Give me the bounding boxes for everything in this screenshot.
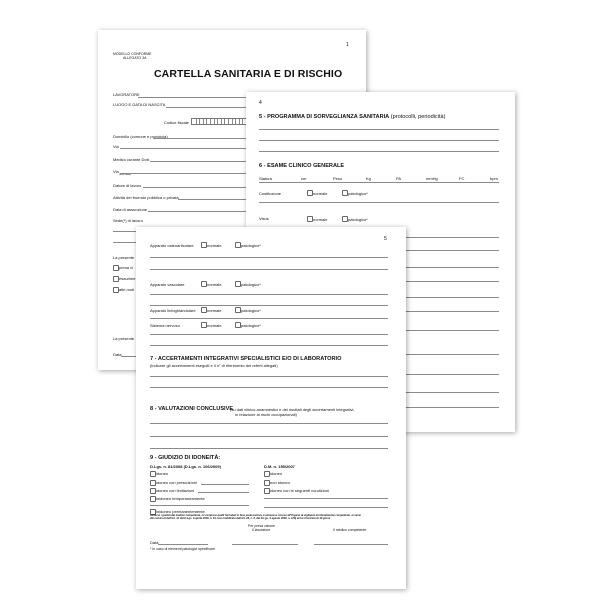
field-line[interactable] [121, 356, 137, 357]
unit-mmhg: mmHg [426, 176, 438, 181]
label-sede: Sede(*) di lavoro [113, 218, 143, 223]
page-number: 5 [384, 236, 387, 242]
field-line[interactable] [150, 387, 388, 388]
section-8-title: 8 - VALUTAZIONI CONCLUSIVE [150, 406, 234, 412]
field-line[interactable] [264, 498, 388, 499]
model-line-1: MODELLO CONFORME [113, 52, 152, 56]
label-apparato-osteoarticolare: Apparato osteoarticolare [150, 243, 194, 248]
label-apparato-vascolare: Apparato vascolare [150, 282, 185, 287]
field-line[interactable] [120, 148, 250, 149]
firma-medico-label: Il medico competente [333, 528, 367, 532]
field-line[interactable] [259, 182, 499, 183]
label-prima: prima vi [119, 265, 134, 270]
field-line[interactable] [113, 242, 138, 243]
label-normale: normale [207, 243, 222, 248]
column-2-heading: D.M. n. 155/2007 [264, 464, 295, 469]
document-title: CARTELLA SANITARIA E DI RISCHIO [154, 68, 343, 80]
field-line[interactable] [259, 140, 499, 141]
note-via-2: (solo data) [119, 173, 131, 176]
field-line[interactable] [166, 107, 250, 108]
field-line[interactable] [153, 138, 250, 139]
unit-kg: Kg [366, 176, 371, 181]
field-line[interactable] [406, 392, 499, 393]
column-1-heading: D.Lgs. n. 81/2008 (D.Lgs. n. 106/2009) [150, 464, 221, 469]
field-line[interactable] [150, 294, 388, 295]
page-number: 4 [259, 100, 262, 106]
label-lavoratore: LAVORATORE [113, 92, 140, 97]
field-line[interactable] [150, 448, 388, 449]
label-patologico: patologico* [241, 323, 261, 328]
field-line[interactable] [264, 507, 388, 508]
label-via-2: Via [113, 169, 119, 174]
field-line[interactable] [150, 376, 388, 377]
field-line[interactable] [150, 269, 388, 270]
field-line[interactable] [150, 161, 250, 162]
label-altri: altri moti [119, 287, 135, 292]
label-presente: La presente [113, 255, 135, 260]
label-peso: Peso [333, 176, 343, 181]
label-via: Via [113, 144, 119, 149]
field-line[interactable] [148, 211, 250, 212]
field-line[interactable] [150, 505, 249, 506]
label-normale: normale [207, 282, 222, 287]
label-statura: Statura [259, 176, 272, 181]
section-8-note-2: in relazione ai rischi occupazionali) [235, 412, 297, 417]
field-line[interactable] [259, 151, 499, 152]
label-luogo-data-nascita: LUOGO E DATA DI NASCITA [113, 102, 166, 107]
label-normale: normale [313, 217, 328, 222]
field-line[interactable] [138, 97, 250, 98]
field-line[interactable] [178, 199, 250, 200]
label-idoneo-limitazioni: idoneo con limitazioni [156, 488, 195, 493]
label-inidoneo-temporaneamente: inidoneo temporaneamente [156, 496, 205, 501]
label-pa: PA [396, 176, 402, 181]
codice-fiscale-boxes[interactable] [191, 118, 247, 125]
field-line[interactable] [150, 334, 388, 335]
field-line[interactable] [150, 318, 388, 319]
label-data: Data [150, 540, 159, 545]
label-patologico: patologico* [348, 191, 368, 196]
signature-medico-line[interactable] [314, 544, 388, 545]
label-patologico: patologico* [241, 243, 261, 248]
section-7-title: 7 - ACCERTAMENTI INTEGRATIVI SPECIALISTICI E/O DI LABORATORIO [150, 356, 342, 362]
field-line[interactable] [259, 202, 499, 203]
unit-bpm: bpm [490, 176, 498, 181]
field-line[interactable] [406, 281, 499, 282]
unit-cm: cm [301, 176, 307, 181]
field-line[interactable] [120, 173, 250, 174]
page-number: 1 [346, 42, 349, 48]
section-7-subtitle: (indicare gli accertamenti eseguiti e il n° di riferimento dei referti allegati) [150, 363, 278, 368]
field-line[interactable] [406, 237, 499, 238]
label-dm-idoneo-condizioni: idoneo con le seguenti condizioni [270, 488, 329, 493]
label-inidoneo-permanentemente: inidoneo permanentemente [156, 509, 205, 514]
field-line[interactable] [406, 330, 499, 331]
field-line[interactable] [150, 423, 388, 424]
firma-lavoratore-label-2: Il lavoratore [252, 528, 271, 532]
label-sistema-nervoso: Sistema nervoso [150, 323, 180, 328]
label-dm-idoneo: idoneo [270, 471, 283, 476]
label-datore: Datore di lavoro [113, 183, 142, 188]
section-5-title: 5 - PROGRAMMA DI SORVEGLIANZA SANITARIA (protocolli, periodicità) [259, 114, 446, 120]
field-line[interactable] [113, 231, 138, 232]
date-field-line[interactable] [158, 544, 208, 545]
section-8-note-1: (su dati clinico-anamnestici e dei risultati degli accertamenti integrativi, [230, 407, 355, 412]
label-normale: normale [207, 323, 222, 328]
field-line[interactable] [143, 187, 250, 188]
label-patologico: patologico* [241, 282, 261, 287]
label-attivita: Attività del fruendo pubblica o privata [113, 195, 179, 200]
label-normale: normale [207, 308, 222, 313]
label-patologico: patologico* [241, 308, 261, 313]
label-dm-non-idoneo: non idoneo [270, 480, 290, 485]
label-medico-curante: Medico curante Dott. [113, 157, 150, 162]
label-apparato-linfoghiandolare: Apparato linfoghiandolare [150, 308, 196, 313]
label-domicilio: Domicilio (comune e provincia) [113, 134, 168, 139]
field-line[interactable] [150, 257, 388, 258]
label-normale: normale [313, 191, 328, 196]
field-line[interactable] [406, 311, 499, 312]
signature-lavoratore-line[interactable] [232, 544, 298, 545]
label-fc: FC [459, 176, 465, 181]
label-data-assunzione: Data di assunzione [113, 207, 148, 212]
field-line[interactable] [406, 267, 499, 268]
field-line[interactable] [406, 407, 499, 408]
field-line[interactable] [150, 305, 388, 306]
sheet-page-5 [136, 227, 406, 589]
label-idoneo-prescrizioni: idoneo con prescrizioni [156, 480, 197, 485]
label-presente-2: La presente [113, 336, 135, 341]
label-idoneo: idoneo [156, 471, 169, 476]
model-line-2: ALLEGATO 3A [123, 56, 147, 60]
label-visus: Visus [259, 216, 269, 221]
footnote: * In caso di elementi patologici specificare. [150, 547, 216, 551]
label-data: Data [113, 352, 122, 357]
label-codice-fiscale: Codice fiscale [164, 120, 189, 125]
section-9-title: 9 - GIUDIZIO DI IDONEITÀ: [150, 455, 221, 461]
label-patologico: patologico* [348, 217, 368, 222]
legal-notice: Avverso i giudizi del medico competente, ivi compresi quelli formulati in fase preassuntiva, è ammesso ricorso all'Organo di vigilanza territorialmente competente, ai sensi del comma 9 dell'art. 41 del D.Lgs. 9 aprile 2008, n. 81 così modificato dall'art. 26, c. 6, del D.Lgs. 3 agosto 2009, n. 106) entro il termine di 30 giorni [150, 514, 361, 521]
field-line[interactable] [259, 129, 499, 130]
field-line[interactable] [150, 436, 388, 437]
label-costituzione: Costituzione [259, 191, 282, 196]
field-line[interactable] [406, 354, 499, 355]
field-line[interactable] [406, 374, 499, 375]
field-line[interactable] [150, 345, 388, 346]
firma-lavoratore-label-1: Per presa visione [248, 524, 276, 528]
field-line[interactable] [198, 492, 249, 493]
field-line[interactable] [201, 484, 249, 485]
section-6-title: 6 - ESAME CLINICO GENERALE [259, 163, 345, 169]
field-line[interactable] [406, 250, 499, 251]
label-esaurimento: esaurime [119, 276, 136, 281]
field-line[interactable] [406, 297, 499, 298]
